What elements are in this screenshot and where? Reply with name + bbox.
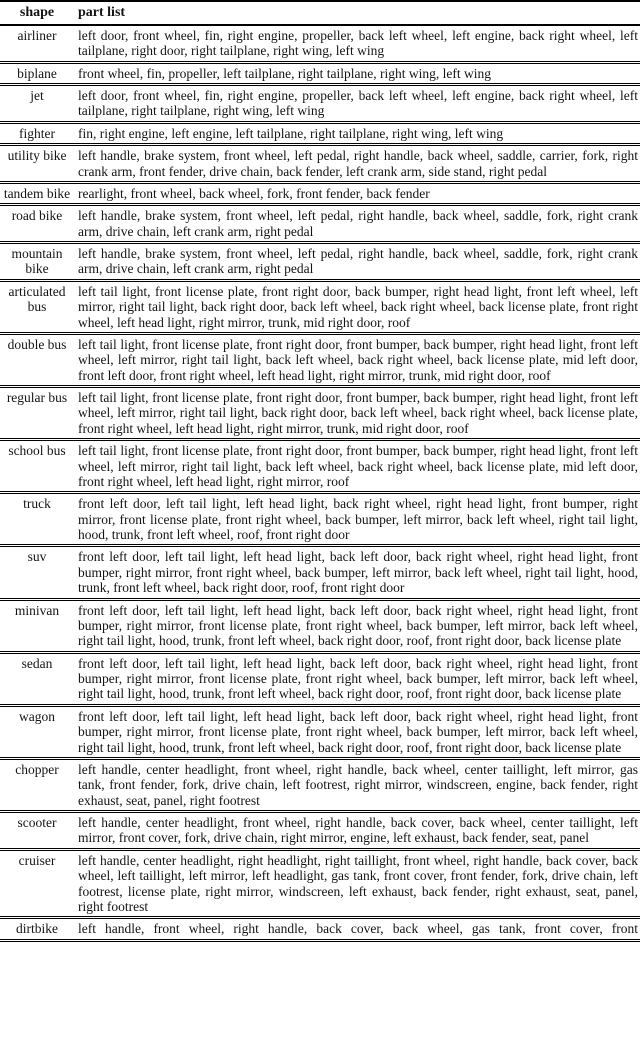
shape-cell: biplane xyxy=(17,65,57,81)
shape-cell: articulated bus xyxy=(8,283,66,315)
shape-cell: mountain bike xyxy=(11,246,63,277)
shape-cell: road bike xyxy=(11,208,63,224)
part-list-cell: left handle, center headlight, front wheel, right handle, back cover, back wheel, center taillight, left mirror, front cover, fork, drive chain, right mirror, engine, left exhaust, back fender, seat, panel xyxy=(78,815,638,846)
part-list-cell: front wheel, fin, propeller, left tailplane, right tailplane, right wing, left wing xyxy=(78,65,491,81)
part-list-cell: front left door, left tail light, left head light, back right wheel, right head light, front bumper, right mirror, front license plate, front right wheel, back bumper, left mirror, back left wheel, right tail light, hood, trunk, front left wheel, roof, front right door xyxy=(78,496,638,543)
table-row xyxy=(0,243,640,281)
table-row xyxy=(0,812,640,850)
shape-cell: sedan xyxy=(21,655,53,671)
part-list-cell: left handle, front wheel, right handle, back cover, back wheel, gas tank, front cover, front xyxy=(78,921,638,937)
table-row xyxy=(0,918,640,940)
shape-cell: airliner xyxy=(17,27,57,43)
table-row xyxy=(0,145,640,183)
part-list-cell: left handle, brake system, front wheel, left pedal, right handle, back wheel, saddle, carrier, fork, right crank arm, front fender, drive chain, back fender, left crank arm, side stand, right pedal xyxy=(78,148,638,179)
table-row xyxy=(0,122,640,144)
shape-cell: truck xyxy=(23,496,51,512)
table-row xyxy=(0,62,640,84)
table-header xyxy=(0,1,640,25)
shape-cell: scooter xyxy=(17,815,57,831)
shape-cell: wagon xyxy=(19,708,55,724)
shape-cell: jet xyxy=(30,88,44,104)
shape-cell: minivan xyxy=(14,602,60,618)
table-row xyxy=(0,333,640,386)
part-list-cell: left tail light, front license plate, front right door, front bumper, back bumper, right head light, front left wheel, left mirror, right tail light, back right door, back left wheel, back right wheel, back license plate, front right wheel, left head light, right mirror, trunk, mid right door, roof xyxy=(78,390,638,436)
table-row xyxy=(0,182,640,204)
shape-cell: school bus xyxy=(8,443,66,459)
part-list-column-header: part list xyxy=(74,1,640,25)
part-list-cell: left tail light, front license plate, front right door, back bumper, right head light, front left wheel, left mirror, right tail light, back right door, back left wheel, back right wheel, back license plate, front right wheel, left head light, right mirror, trunk, mid right door, roof xyxy=(78,283,638,330)
table-body xyxy=(0,25,640,940)
table-row xyxy=(0,758,640,811)
shape-cell: double bus xyxy=(7,336,67,352)
table-row xyxy=(0,280,640,333)
table-row xyxy=(0,599,640,652)
table-row xyxy=(0,705,640,758)
part-list-cell: left tail light, front license plate, front right door, front bumper, back bumper, right head light, front left wheel, left mirror, right tail light, back left wheel, back right wheel, back license plate, mid left door, front left door, front right wheel, left head light, right mirror, trunk, mid right door, roof xyxy=(78,336,638,383)
shape-cell: suv xyxy=(27,549,47,565)
part-list-cell: left handle, brake system, front wheel, left pedal, right handle, back wheel, saddle, fork, right crank arm, drive chain, left crank arm, right pedal xyxy=(78,208,638,239)
shape-cell: utility bike xyxy=(7,148,67,164)
part-list-cell: left tail light, front license plate, front right door, front bumper, back bumper, right head light, front left wheel, left mirror, right tail light, back left wheel, back right wheel, back license plate, mid left door, front right wheel, left head light, right mirror, roof xyxy=(78,443,638,489)
table-row xyxy=(0,546,640,599)
shape-column-header: shape xyxy=(0,1,74,25)
shape-cell: dirtbike xyxy=(16,921,58,937)
table-row xyxy=(0,25,640,62)
part-list-cell: front left door, left tail light, left head light, back left door, back right wheel, right head light, front bumper, right mirror, front license plate, front right wheel, back bumper, left mirror, back left wheel, right tail light, hood, trunk, front left wheel, back right door, roof, front right door, back license plate xyxy=(78,708,638,755)
table-row xyxy=(0,387,640,440)
shape-cell: fighter xyxy=(19,125,55,141)
part-list-cell: front left door, left tail light, left head light, back left door, back right wheel, right head light, front bumper, right mirror, front license plate, front right wheel, back bumper, left mirror, back left wheel, right tail light, hood, trunk, front left wheel, back right door, roof, front right door, back license plate xyxy=(78,602,638,649)
part-list-cell: left door, front wheel, fin, right engine, propeller, back left wheel, left engine, back right wheel, left tailplane, right door, right tailplane, right wing, left wing xyxy=(78,27,638,59)
shape-cell: chopper xyxy=(15,761,59,777)
part-list-cell: left handle, center headlight, front wheel, right handle, back wheel, center taillight, left mirror, gas tank, front fender, fork, drive chain, left footrest, right mirror, windscreen, engine, back fender, right exhaust, seat, panel, right footrest xyxy=(78,761,638,808)
part-list-cell: fin, right engine, left engine, left tailplane, right tailplane, right wing, left wing xyxy=(78,125,504,141)
table-row xyxy=(0,652,640,705)
part-list-cell: left handle, brake system, front wheel, left pedal, right handle, back wheel, saddle, fork, right crank arm, drive chain, left crank arm, right pedal xyxy=(78,246,638,277)
shape-cell: cruiser xyxy=(18,852,56,868)
table-row xyxy=(0,440,640,493)
table-row xyxy=(0,85,640,123)
part-list-cell: left door, front wheel, fin, right engine, propeller, back left wheel, left engine, back right wheel, left tailplane, right tailplane, right wing, left wing xyxy=(78,88,638,119)
shape-cell: tandem bike xyxy=(3,185,71,201)
part-list-cell: front left door, left tail light, left head light, back left door, back right wheel, right head light, front bumper, right mirror, front license plate, front right wheel, back bumper, left mirror, back left wheel, right tail light, hood, trunk, front left wheel, back right door, roof, front right door, back license plate xyxy=(78,655,638,702)
part-list-cell: front left door, left tail light, left head light, back left door, back right wheel, right head light, front bumper, right mirror, front right wheel, back bumper, left mirror, back left wheel, right tail light, hood, trunk, front left wheel, back right door, roof, front right door xyxy=(78,549,638,596)
shape-cell: regular bus xyxy=(6,390,68,406)
part-list-cell: left handle, center headlight, right headlight, right taillight, front wheel, right handle, back cover, back wheel, left taillight, left mirror, left headlight, gas tank, front cover, front fender, fork, drive chain, left footrest, license plate, right mirror, windscreen, left exhaust, back fender, right exhaust, seat, panel, right footrest xyxy=(78,852,638,914)
header-row xyxy=(0,1,640,25)
table-row xyxy=(0,205,640,243)
part-list-cell: rearlight, front wheel, back wheel, fork, front fender, back fender xyxy=(78,185,430,201)
table-row xyxy=(0,849,640,918)
table-row xyxy=(0,493,640,546)
